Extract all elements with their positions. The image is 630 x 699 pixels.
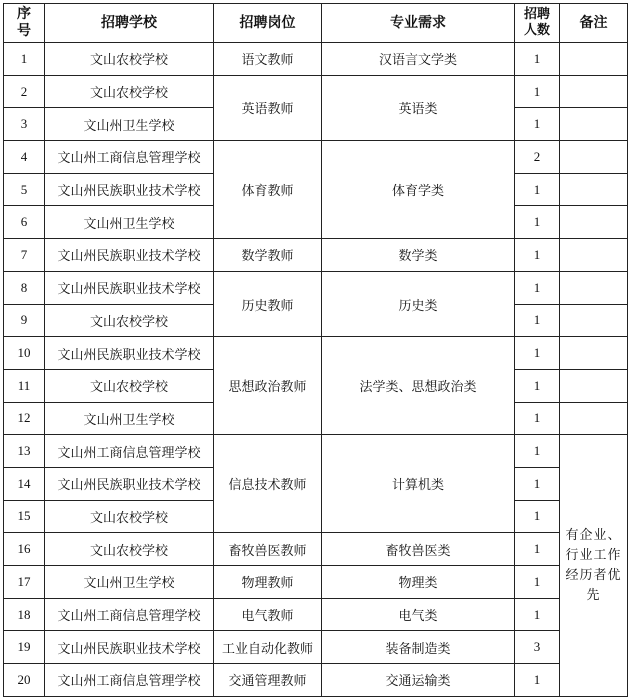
row-count: 1 bbox=[515, 467, 560, 500]
row-position: 体育教师 bbox=[214, 141, 322, 239]
row-school: 文山州卫生学校 bbox=[45, 108, 214, 141]
row-index: 10 bbox=[4, 337, 45, 370]
row-count: 1 bbox=[515, 304, 560, 337]
row-count: 1 bbox=[515, 108, 560, 141]
row-school: 文山州卫生学校 bbox=[45, 402, 214, 435]
row-position: 畜牧兽医教师 bbox=[214, 533, 322, 566]
row-index: 19 bbox=[4, 631, 45, 664]
row-school: 文山州工商信息管理学校 bbox=[45, 141, 214, 174]
header-index bbox=[4, 4, 45, 43]
row-major: 物理类 bbox=[322, 566, 515, 599]
row-index: 7 bbox=[4, 239, 45, 272]
row-school: 文山州民族职业技术学校 bbox=[45, 239, 214, 272]
row-count: 1 bbox=[515, 664, 560, 697]
row-position: 数学教师 bbox=[214, 239, 322, 272]
row-index: 8 bbox=[4, 271, 45, 304]
remark-note: 有企业、行业工作经历者优先 bbox=[560, 435, 628, 697]
row-count: 1 bbox=[515, 369, 560, 402]
header-school: 招聘学校 bbox=[45, 4, 214, 43]
header-index-line2: 号 bbox=[17, 23, 31, 39]
row-index: 14 bbox=[4, 467, 45, 500]
row-count: 1 bbox=[515, 75, 560, 108]
recruitment-table bbox=[3, 3, 628, 697]
table-row bbox=[4, 239, 628, 272]
row-count: 2 bbox=[515, 141, 560, 174]
row-school: 文山州民族职业技术学校 bbox=[45, 337, 214, 370]
table-row bbox=[4, 43, 628, 76]
header-remark: 备注 bbox=[560, 4, 628, 43]
table-row bbox=[4, 337, 628, 370]
row-position: 交通管理教师 bbox=[214, 664, 322, 697]
row-index: 20 bbox=[4, 664, 45, 697]
row-major: 法学类、思想政治类 bbox=[322, 337, 515, 435]
row-major: 汉语言文学类 bbox=[322, 43, 515, 76]
row-major: 畜牧兽医类 bbox=[322, 533, 515, 566]
row-school: 文山州工商信息管理学校 bbox=[45, 598, 214, 631]
header-count-line1: 招聘 bbox=[523, 7, 550, 22]
row-school: 文山州民族职业技术学校 bbox=[45, 631, 214, 664]
row-school: 文山州民族职业技术学校 bbox=[45, 271, 214, 304]
row-remark bbox=[560, 369, 628, 402]
row-position: 信息技术教师 bbox=[214, 435, 322, 533]
row-remark bbox=[560, 239, 628, 272]
row-remark bbox=[560, 173, 628, 206]
row-position: 英语教师 bbox=[214, 75, 322, 140]
header-count-line2: 人数 bbox=[523, 23, 550, 38]
row-remark bbox=[560, 206, 628, 239]
row-count: 1 bbox=[515, 173, 560, 206]
row-remark bbox=[560, 271, 628, 304]
row-count: 1 bbox=[515, 500, 560, 533]
table-row bbox=[4, 631, 628, 664]
row-index: 6 bbox=[4, 206, 45, 239]
row-index: 12 bbox=[4, 402, 45, 435]
row-school: 文山州卫生学校 bbox=[45, 206, 214, 239]
row-index: 2 bbox=[4, 75, 45, 108]
row-major: 体育学类 bbox=[322, 141, 515, 239]
row-remark bbox=[560, 337, 628, 370]
row-school: 文山农校学校 bbox=[45, 43, 214, 76]
header-position: 招聘岗位 bbox=[214, 4, 322, 43]
row-index: 18 bbox=[4, 598, 45, 631]
row-major: 数学类 bbox=[322, 239, 515, 272]
row-index: 4 bbox=[4, 141, 45, 174]
row-school: 文山州民族职业技术学校 bbox=[45, 173, 214, 206]
row-index: 5 bbox=[4, 173, 45, 206]
row-position: 语文教师 bbox=[214, 43, 322, 76]
row-position: 电气教师 bbox=[214, 598, 322, 631]
row-school: 文山农校学校 bbox=[45, 75, 214, 108]
table-row bbox=[4, 141, 628, 174]
row-count: 1 bbox=[515, 337, 560, 370]
row-count: 1 bbox=[515, 566, 560, 599]
row-major: 计算机类 bbox=[322, 435, 515, 533]
table-row bbox=[4, 566, 628, 599]
table-row bbox=[4, 75, 628, 108]
row-index: 16 bbox=[4, 533, 45, 566]
row-remark bbox=[560, 402, 628, 435]
row-major: 电气类 bbox=[322, 598, 515, 631]
table-row bbox=[4, 664, 628, 697]
row-count: 1 bbox=[515, 402, 560, 435]
row-school: 文山农校学校 bbox=[45, 500, 214, 533]
row-school: 文山农校学校 bbox=[45, 533, 214, 566]
row-remark bbox=[560, 141, 628, 174]
row-remark bbox=[560, 108, 628, 141]
row-school: 文山州民族职业技术学校 bbox=[45, 467, 214, 500]
table-row bbox=[4, 533, 628, 566]
table-row bbox=[4, 435, 628, 468]
row-position: 思想政治教师 bbox=[214, 337, 322, 435]
table-row bbox=[4, 598, 628, 631]
row-index: 9 bbox=[4, 304, 45, 337]
row-major: 历史类 bbox=[322, 271, 515, 336]
row-school: 文山州工商信息管理学校 bbox=[45, 664, 214, 697]
table-row bbox=[4, 271, 628, 304]
header-index-line1: 序 bbox=[17, 6, 31, 22]
row-position: 历史教师 bbox=[214, 271, 322, 336]
row-count: 1 bbox=[515, 533, 560, 566]
table-header-row bbox=[4, 4, 628, 43]
row-position: 工业自动化教师 bbox=[214, 631, 322, 664]
row-remark bbox=[560, 304, 628, 337]
row-index: 15 bbox=[4, 500, 45, 533]
row-school: 文山州工商信息管理学校 bbox=[45, 435, 214, 468]
row-count: 1 bbox=[515, 435, 560, 468]
row-remark bbox=[560, 43, 628, 76]
row-index: 3 bbox=[4, 108, 45, 141]
row-position: 物理教师 bbox=[214, 566, 322, 599]
row-remark bbox=[560, 75, 628, 108]
header-count bbox=[515, 4, 560, 43]
row-school: 文山州卫生学校 bbox=[45, 566, 214, 599]
row-count: 1 bbox=[515, 239, 560, 272]
row-index: 1 bbox=[4, 43, 45, 76]
row-major: 装备制造类 bbox=[322, 631, 515, 664]
row-count: 1 bbox=[515, 206, 560, 239]
row-count: 1 bbox=[515, 43, 560, 76]
row-count: 1 bbox=[515, 598, 560, 631]
row-school: 文山农校学校 bbox=[45, 304, 214, 337]
row-school: 文山农校学校 bbox=[45, 369, 214, 402]
header-major: 专业需求 bbox=[322, 4, 515, 43]
row-major: 英语类 bbox=[322, 75, 515, 140]
row-count: 1 bbox=[515, 271, 560, 304]
row-major: 交通运输类 bbox=[322, 664, 515, 697]
row-count: 3 bbox=[515, 631, 560, 664]
row-index: 13 bbox=[4, 435, 45, 468]
row-index: 17 bbox=[4, 566, 45, 599]
row-index: 11 bbox=[4, 369, 45, 402]
